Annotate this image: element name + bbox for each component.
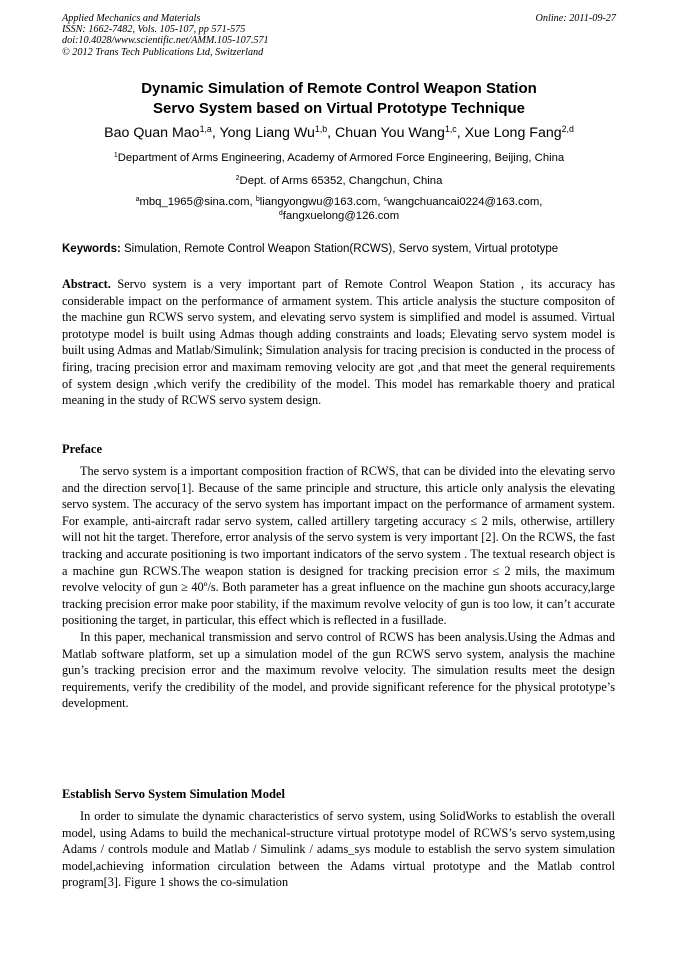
online-date: Online: 2011-09-27 xyxy=(535,13,616,24)
affiliation-text: Dept. of Arms 65352, Changchun, China xyxy=(239,175,443,187)
author-sup: 1,b xyxy=(314,124,328,135)
copyright-line: © 2012 Trans Tech Publications Ltd, Switzerland xyxy=(62,46,264,58)
affiliation-1 xyxy=(30,151,648,165)
affiliation-sup: 1 xyxy=(113,152,118,160)
author-name: Xue Long Fang xyxy=(464,125,562,141)
email-address: wangchuancai0224@163.com, xyxy=(387,196,543,208)
section-heading-model: Establish Servo System Simulation Model xyxy=(62,787,285,801)
preface-body xyxy=(62,463,615,712)
paragraph: The servo system is a important composition fraction of RCWS, that can be divided into the elevating servo and the direction servo[1]. Because of the same principle and structure, this article only analysis the elevating servo system. The accuracy of the servo system has important impact on the performance of armament system. For example, anti-aircraft radar servo system, called artillery targeting accuracy ≤ 2 mils, otherwise, artillery will not hit the target. Therefore, error analysis of the servo system is very important [2]. On the RCWS, the fast tracking and accurate positioning is two important indicators of the servo system . The textual research object is a machine gun RCWS.The weapon station is designed for tracking precision error ≤ 2 mils, the maximum revolve velocity of gun ≥ 40º/s. Both parameter has a great influence on the machine gun shoots accuracy,large tracking precision error make poor stability, if the maximum revolve velocity of gun is too low, it can’t accurate positioning the target, in particular, this effect which is reflected in a fusillade. xyxy=(62,464,615,628)
model-body xyxy=(62,808,615,891)
title-line-2: Servo System based on Virtual Prototype Technique xyxy=(152,100,526,117)
email-address: mbq_1965@sina.com, xyxy=(139,196,253,208)
section-heading-preface: Preface xyxy=(62,442,103,456)
author-sup: 2,d xyxy=(561,124,574,135)
author-sup: 1,a xyxy=(199,124,212,135)
email-sup: c xyxy=(383,196,388,204)
email-sup: a xyxy=(135,196,140,204)
email-sup: b xyxy=(255,196,260,204)
title-line-1: Dynamic Simulation of Remote Control Weapon Station xyxy=(141,80,537,97)
email-list xyxy=(30,195,648,223)
paragraph: In order to simulate the dynamic characteristics of servo system, using SolidWorks to establish the overall model, using Adams to build the mechanical-structure virtual prototype model of RCWS’s servo system,using Adams / controls module and Matlab / Simulink / adams_sys module to establish the servo system simulation model,achieving information circulation between the Adams virtual prototype and the Matlab control program[3]. Figure 1 shows the co-simulation xyxy=(62,809,615,890)
paragraph: In this paper, mechanical transmission and servo control of RCWS has been analysis.Using the Admas and Matlab software platform, set up a simulation model of the gun RCWS servo system, analysis the machine gun’s tracking precision error and the maximum revolve velocity. The simulation results meet the design requirements, verify the credibility of the model, and provide significant reference for the physical prototype’s development. xyxy=(62,629,615,711)
affiliation-2 xyxy=(30,174,648,188)
abstract-label: Abstract. xyxy=(62,277,111,291)
journal-name: Applied Mechanics and Materials xyxy=(62,13,201,24)
paper-title xyxy=(40,79,638,119)
author-name: Yong Liang Wu xyxy=(219,125,315,141)
abstract xyxy=(62,276,615,409)
email-address: liangyongwu@163.com, xyxy=(259,196,381,208)
email-sup: d xyxy=(278,210,283,218)
author-name: Bao Quan Mao xyxy=(104,125,200,141)
affiliation-text: Department of Arms Engineering, Academy of Armored Force Engineering, Beijing, China xyxy=(117,152,565,164)
affiliation-sup: 2 xyxy=(235,175,240,183)
journal-header xyxy=(62,13,269,58)
keywords xyxy=(62,242,618,256)
email-address: fangxuelong@126.com xyxy=(282,210,400,222)
keywords-label: Keywords: xyxy=(62,243,121,255)
doi-line: doi:10.4028/www.scientific.net/AMM.105-107.571 xyxy=(62,35,269,47)
keywords-text: Simulation, Remote Control Weapon Station(RCWS), Servo system, Virtual prototype xyxy=(124,243,559,255)
author-list: Bao Quan Mao$^{1,a}$, Yong Liang Wu$^{1,b}$, Chuan You Wang$^{1,c}$, Xue Long Fang$^{2,d}$ xyxy=(104,124,574,141)
author-sup: 1,c xyxy=(444,124,457,135)
author-name: Chuan You Wang xyxy=(335,125,445,141)
abstract-text: Servo system is a very important part of Remote Control Weapon Station , its accuracy has considerable impact on the performance of armament system. This article analysis the stucture compositon of the machine gun RCWS servo system, and elevating servo system is simplified and model is assumed. Virtual prototype model is built using Admas though adding constraints and loads; Elevating servo system model is built using Admas and Matlab/Simulink; Simulation analysis for tracing precision is conducted in the process of firing, tracing precision error and maximam removing velocity are got ,and that meet the general requirements of system design ,which verify the credibility of the model. This model has remarkable thoery and pratical meaning in the study of RCWS servo system design. xyxy=(62,277,615,408)
issn-line: ISSN: 1662-7482, Vols. 105-107, pp 571-575 xyxy=(62,24,246,36)
